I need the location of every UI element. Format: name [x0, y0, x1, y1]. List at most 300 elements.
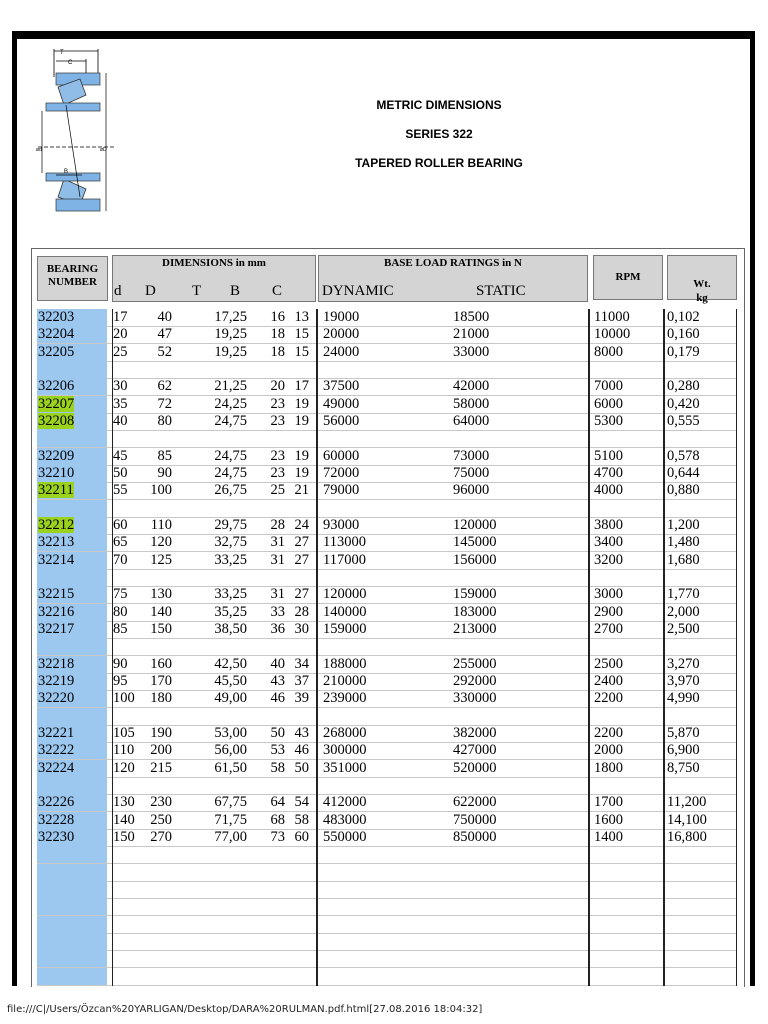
cell-B: 73: [270, 828, 285, 845]
cell-d: 130: [113, 794, 135, 811]
cell-dyn: 268000: [323, 724, 367, 741]
cell-stat: 75000: [453, 464, 490, 481]
cell-D: 270: [150, 828, 172, 845]
table-row: [37, 794, 736, 812]
cell-rpm: 3200: [594, 551, 623, 568]
bearing-number: 32205: [38, 343, 75, 360]
cell-B: [259, 361, 285, 378]
cell-wt: 3,970: [667, 672, 700, 689]
bearing-number: 32213: [38, 534, 75, 551]
cell-C: 30: [294, 620, 309, 637]
cell-rpm: 4700: [594, 464, 623, 481]
cell-d: 120: [113, 759, 135, 776]
cell-C: 60: [294, 828, 309, 845]
cell-B: 23: [270, 412, 285, 429]
cell-T: [197, 968, 247, 985]
cell-stat: 622000: [453, 794, 497, 811]
table-row: [37, 326, 736, 344]
cell-rpm: 2200: [594, 690, 623, 707]
table-row: [37, 604, 736, 622]
cell-stat: 145000: [453, 534, 497, 551]
bearing-number-cell: [37, 673, 107, 690]
cell-rpm: 7000: [594, 378, 623, 395]
bearing-number-cell: [37, 465, 107, 482]
table-row: [37, 916, 736, 934]
table-row: [37, 517, 736, 535]
cell-D: 170: [150, 672, 172, 689]
cell-dyn: 93000: [323, 516, 360, 533]
cell-stat: 183000: [453, 603, 497, 620]
cell-T: 35,25: [214, 603, 247, 620]
cell-D: 125: [150, 551, 172, 568]
title-metric-dimensions: METRIC DIMENSIONS: [376, 98, 502, 112]
cell-wt: 1,680: [667, 551, 700, 568]
cell-stat: 213000: [453, 620, 497, 637]
cell-wt: 4,990: [667, 690, 700, 707]
cell-d: 55: [113, 482, 128, 499]
cell-wt: 1,770: [667, 586, 700, 603]
cell-dyn: 79000: [323, 482, 360, 499]
column-separator: [588, 309, 590, 986]
cell-T: 33,25: [214, 551, 247, 568]
cell-T: [197, 933, 247, 950]
cell-dyn: 117000: [323, 551, 366, 568]
cell-stat: 520000: [453, 759, 497, 776]
cell-C: [289, 968, 309, 985]
cell-C: [289, 569, 309, 586]
table-row: [37, 690, 736, 708]
cell-D: [142, 864, 172, 881]
cell-rpm: 6000: [594, 395, 623, 412]
cell-D: 140: [150, 603, 172, 620]
bearing-number: 32204: [38, 326, 75, 343]
cell-rpm: 1600: [594, 811, 623, 828]
bearing-number: 32208: [38, 412, 75, 429]
cell-C: [289, 916, 309, 933]
cell-dyn: 483000: [323, 811, 367, 828]
bearing-number-cell: [37, 829, 107, 846]
cell-rpm: 1700: [594, 794, 623, 811]
cell-C: 39: [294, 690, 309, 707]
table-row: [37, 725, 736, 743]
header-weight: Wt. kg: [667, 255, 737, 300]
cell-B: 64: [270, 794, 285, 811]
header-bearing-number: BEARING NUMBER: [37, 256, 108, 301]
cell-D: [142, 708, 172, 725]
table-row: [37, 534, 736, 552]
cell-wt: 2,500: [667, 620, 700, 637]
cell-C: 17: [294, 378, 309, 395]
load-ratings-title: BASE LOAD RATINGS in N: [384, 257, 522, 269]
table-row: [37, 361, 736, 379]
cell-D: 180: [150, 690, 172, 707]
cell-T: 21,25: [214, 378, 247, 395]
bearing-number: 32218: [38, 655, 75, 672]
cell-D: 100: [150, 482, 172, 499]
cell-B: 23: [270, 447, 285, 464]
cell-stat: 120000: [453, 516, 497, 533]
cell-dyn: 351000: [323, 759, 367, 776]
cell-C: 24: [294, 516, 309, 533]
cell-wt: 0,160: [667, 326, 700, 343]
bearing-number-cell: [37, 361, 107, 378]
label-C: C: [68, 60, 73, 66]
cell-wt: 0,880: [667, 482, 700, 499]
cell-B: [259, 898, 285, 915]
cell-D: 200: [150, 742, 172, 759]
bearing-number: 32203: [38, 309, 75, 325]
cell-dyn: 412000: [323, 794, 367, 811]
table-row: [37, 482, 736, 500]
cell-rpm: 1400: [594, 828, 623, 845]
cell-d: 20: [113, 326, 128, 343]
cell-D: 130: [150, 586, 172, 603]
table-row: [37, 968, 736, 986]
bearing-number: 32224: [38, 759, 75, 776]
cell-T: [197, 846, 247, 863]
cell-T: 24,75: [214, 464, 247, 481]
cell-dyn: 120000: [323, 586, 367, 603]
cell-C: 15: [294, 343, 309, 360]
bearing-number-cell: [37, 812, 107, 829]
cell-rpm: 2700: [594, 620, 623, 637]
cell-T: 45,50: [214, 672, 247, 689]
cell-D: 72: [157, 395, 172, 412]
cell-D: 85: [157, 447, 172, 464]
cell-dyn: 239000: [323, 690, 367, 707]
cell-C: 34: [294, 655, 309, 672]
table-row: [37, 846, 736, 864]
bearing-number-cell: [37, 846, 107, 863]
table-row: [37, 881, 736, 899]
cell-d: 90: [113, 655, 128, 672]
table-row: [37, 950, 736, 968]
table-row: [37, 829, 736, 847]
cell-T: [197, 361, 247, 378]
cell-D: 160: [150, 655, 172, 672]
table-row: [37, 812, 736, 830]
bearing-number: 32230: [38, 828, 75, 845]
cell-D: 40: [157, 309, 172, 325]
cell-B: [259, 846, 285, 863]
cell-B: 18: [270, 343, 285, 360]
cell-stat: 159000: [453, 586, 497, 603]
bearing-number: 32207: [38, 395, 75, 412]
cell-D: [142, 881, 172, 898]
cell-T: 24,75: [214, 412, 247, 429]
cell-C: 19: [294, 412, 309, 429]
cell-D: 52: [157, 343, 172, 360]
bearing-number: 32219: [38, 672, 75, 689]
cell-dyn: 300000: [323, 742, 367, 759]
bearing-number-cell: [37, 344, 107, 361]
cell-wt: 0,555: [667, 412, 700, 429]
cell-B: 46: [270, 690, 285, 707]
bearing-number-cell: [37, 708, 107, 725]
cell-C: 15: [294, 326, 309, 343]
title-series: SERIES 322: [405, 127, 473, 141]
cell-stat: 18500: [453, 309, 490, 325]
table-row: [37, 864, 736, 882]
cell-C: [289, 430, 309, 447]
cell-T: 38,50: [214, 620, 247, 637]
cell-T: 42,50: [214, 655, 247, 672]
cell-wt: 16,800: [667, 828, 707, 845]
table-row: [37, 898, 736, 916]
cell-B: [259, 430, 285, 447]
cell-B: [259, 864, 285, 881]
cell-C: 19: [294, 447, 309, 464]
cell-C: [289, 898, 309, 915]
cell-d: 150: [113, 828, 135, 845]
cell-B: [259, 638, 285, 655]
cell-B: 50: [270, 724, 285, 741]
cell-C: [289, 777, 309, 794]
cell-B: 28: [270, 516, 285, 533]
cell-D: 80: [157, 412, 172, 429]
header-dimensions: [112, 255, 316, 302]
cell-rpm: 10000: [594, 326, 631, 343]
bearing-number-cell: [37, 378, 107, 395]
cell-d: 65: [113, 534, 128, 551]
column-separator: [112, 309, 113, 986]
cell-d: 70: [113, 551, 128, 568]
cell-wt: 0,179: [667, 343, 700, 360]
cell-d: 50: [113, 464, 128, 481]
bearing-number-cell: [37, 396, 107, 413]
cell-C: [289, 933, 309, 950]
cell-B: 58: [270, 759, 285, 776]
bearing-number-cell: [37, 777, 107, 794]
header-load-ratings: [318, 255, 588, 302]
cell-wt: 11,200: [667, 794, 707, 811]
cell-B: 36: [270, 620, 285, 637]
cell-T: 56,00: [214, 742, 247, 759]
cell-rpm: 2400: [594, 672, 623, 689]
bearing-number-cell: [37, 604, 107, 621]
cell-B: [259, 916, 285, 933]
bearing-number-cell: [37, 621, 107, 638]
cell-C: [289, 864, 309, 881]
cell-T: [197, 916, 247, 933]
cell-B: [259, 777, 285, 794]
bearing-number-cell: [37, 500, 107, 517]
bearing-number-cell: [37, 760, 107, 777]
bearing-number-cell: [37, 916, 107, 933]
cell-D: [142, 500, 172, 517]
dim-D-header: D: [145, 283, 156, 299]
cell-C: 28: [294, 603, 309, 620]
cell-B: 40: [270, 655, 285, 672]
cell-C: 13: [294, 309, 309, 325]
cell-stat: 73000: [453, 447, 490, 464]
cell-dyn: 20000: [323, 326, 360, 343]
cell-rpm: 3400: [594, 534, 623, 551]
cell-wt: 5,870: [667, 724, 700, 741]
cell-B: 23: [270, 395, 285, 412]
cell-stat: 427000: [453, 742, 497, 759]
document-titles: [300, 96, 578, 183]
cell-B: 25: [270, 482, 285, 499]
cell-T: 19,25: [214, 343, 247, 360]
cell-stat: 292000: [453, 672, 497, 689]
cell-C: 50: [294, 759, 309, 776]
cell-rpm: 5300: [594, 412, 623, 429]
cell-dyn: 72000: [323, 464, 360, 481]
bearing-number-cell: [37, 569, 107, 586]
label-T: T: [60, 50, 64, 56]
cell-rpm: 2000: [594, 742, 623, 759]
cell-d: 100: [113, 690, 135, 707]
bearing-number-cell: [37, 690, 107, 707]
title-product: TAPERED ROLLER BEARING: [355, 156, 523, 170]
cell-d: 140: [113, 811, 135, 828]
cell-D: 47: [157, 326, 172, 343]
bearing-number: 32209: [38, 447, 75, 464]
cell-rpm: 2900: [594, 603, 623, 620]
cell-T: [197, 500, 247, 517]
bearing-number: 32211: [38, 482, 74, 499]
bearing-number-cell: [37, 309, 107, 326]
cell-d: 30: [113, 378, 128, 395]
table-row: [37, 569, 736, 587]
cell-stat: 382000: [453, 724, 497, 741]
cell-C: 54: [294, 794, 309, 811]
bearing-number-cell: [37, 517, 107, 534]
bearing-number-cell: [37, 326, 107, 343]
cell-rpm: 1800: [594, 759, 623, 776]
bearing-number-cell: [37, 968, 107, 985]
cell-d: 35: [113, 395, 128, 412]
cell-B: [259, 500, 285, 517]
bearing-number: 32220: [38, 690, 75, 707]
cell-T: 29,75: [214, 516, 247, 533]
cell-stat: 330000: [453, 690, 497, 707]
table-row: [37, 742, 736, 760]
bearing-number-cell: [37, 552, 107, 569]
cell-d: 85: [113, 620, 128, 637]
cell-dyn: 24000: [323, 343, 360, 360]
cell-B: 20: [270, 378, 285, 395]
cell-stat: 42000: [453, 378, 490, 395]
cell-wt: 8,750: [667, 759, 700, 776]
cell-B: [259, 968, 285, 985]
cell-dyn: 140000: [323, 603, 367, 620]
cell-T: [197, 881, 247, 898]
cell-D: [142, 361, 172, 378]
bearing-number-cell: [37, 586, 107, 603]
cell-D: [142, 638, 172, 655]
dim-d-header: d: [114, 283, 122, 299]
bearing-number-cell: [37, 413, 107, 430]
cell-D: [142, 950, 172, 967]
cell-D: 230: [150, 794, 172, 811]
cell-dyn: 56000: [323, 412, 360, 429]
cell-C: [289, 846, 309, 863]
cell-stat: 156000: [453, 551, 497, 568]
cell-B: [259, 950, 285, 967]
cell-D: 150: [150, 620, 172, 637]
bearing-number-cell: [37, 864, 107, 881]
bearing-number: 32216: [38, 603, 75, 620]
bearing-number: 32215: [38, 586, 75, 603]
cell-T: 49,00: [214, 690, 247, 707]
cell-stat: 96000: [453, 482, 490, 499]
cell-d: 75: [113, 586, 128, 603]
cell-T: 19,25: [214, 326, 247, 343]
bearing-number-cell: [37, 881, 107, 898]
bearing-number-cell: [37, 725, 107, 742]
bearing-number-cell: [37, 950, 107, 967]
table-row: [37, 621, 736, 639]
cell-D: 110: [150, 516, 172, 533]
cell-B: [259, 569, 285, 586]
bearing-number-cell: [37, 448, 107, 465]
cell-B: 31: [270, 534, 285, 551]
cell-wt: 2,000: [667, 603, 700, 620]
table-row: [37, 309, 736, 327]
cell-T: 26,75: [214, 482, 247, 499]
cell-dyn: 37500: [323, 378, 360, 395]
cell-stat: 58000: [453, 395, 490, 412]
cell-rpm: 11000: [594, 309, 630, 325]
cell-rpm: 4000: [594, 482, 623, 499]
cell-d: 40: [113, 412, 128, 429]
bearing-number-cell: [37, 898, 107, 915]
cell-T: 77,00: [214, 828, 247, 845]
dimensions-title: DIMENSIONS in mm: [162, 257, 266, 269]
cell-wt: 0,578: [667, 447, 700, 464]
header-rpm: RPM: [593, 255, 663, 300]
cell-stat: 255000: [453, 655, 497, 672]
cell-T: [197, 898, 247, 915]
cell-d: 110: [113, 742, 135, 759]
bearing-number: 32206: [38, 378, 75, 395]
cell-T: 17,25: [214, 309, 247, 325]
cell-B: 23: [270, 464, 285, 481]
cell-wt: 0,644: [667, 464, 700, 481]
table-row: [37, 552, 736, 570]
cell-d: 45: [113, 447, 128, 464]
cell-C: 27: [294, 534, 309, 551]
cell-D: 250: [150, 811, 172, 828]
cell-rpm: 3000: [594, 586, 623, 603]
cell-C: 27: [294, 551, 309, 568]
bearing-number-cell: [37, 933, 107, 950]
cell-rpm: 2500: [594, 655, 623, 672]
cell-D: 190: [150, 724, 172, 741]
bearing-number: 32217: [38, 620, 75, 637]
cell-wt: 0,280: [667, 378, 700, 395]
table-row: [37, 638, 736, 656]
cell-B: 68: [270, 811, 285, 828]
cell-C: [289, 361, 309, 378]
cell-T: [197, 569, 247, 586]
cell-B: 31: [270, 551, 285, 568]
table-row: [37, 430, 736, 448]
table-row: [37, 413, 736, 431]
cell-dyn: 60000: [323, 447, 360, 464]
table-row: [37, 656, 736, 674]
cell-C: 37: [294, 672, 309, 689]
bearing-number: 32222: [38, 742, 75, 759]
cell-dyn: 19000: [323, 309, 360, 325]
cell-C: [289, 500, 309, 517]
cell-wt: 1,480: [667, 534, 700, 551]
bearing-number: 32212: [38, 516, 75, 533]
cell-D: 215: [150, 759, 172, 776]
cell-C: 58: [294, 811, 309, 828]
